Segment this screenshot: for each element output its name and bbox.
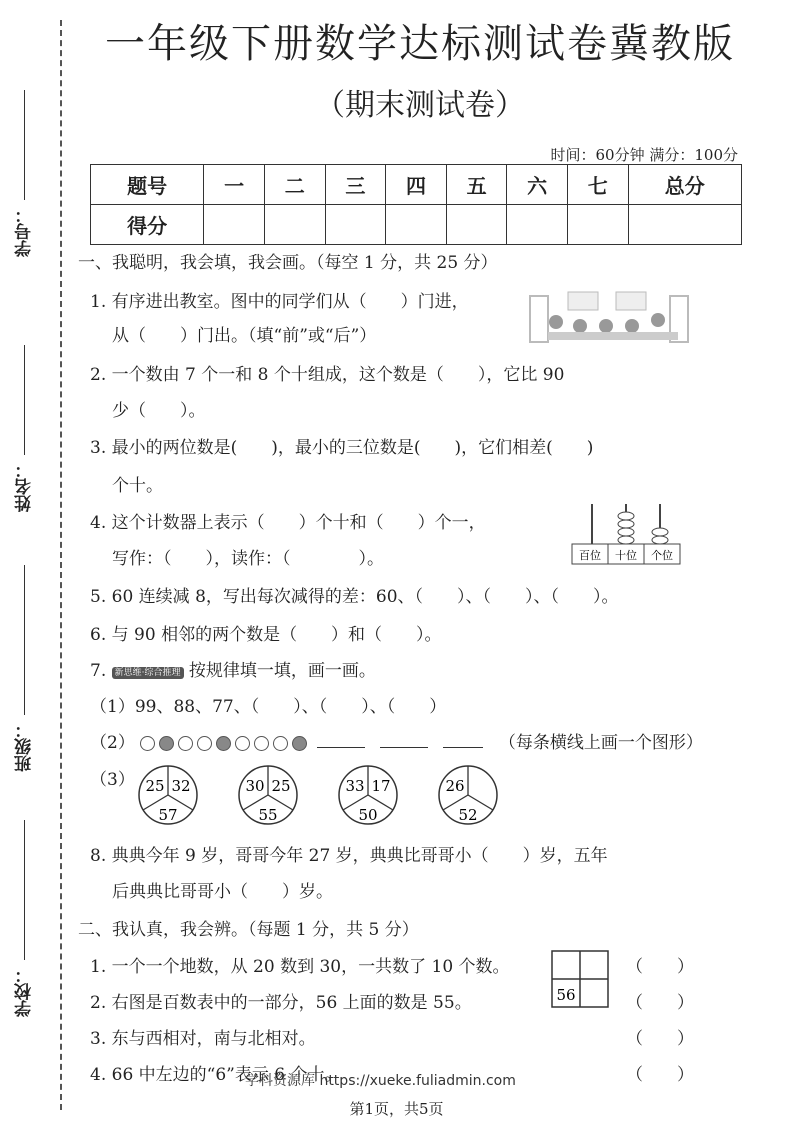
page-subtitle: （期末测试卷） xyxy=(315,88,525,123)
score-cell[interactable] xyxy=(446,205,507,245)
abacus-counter xyxy=(570,500,682,566)
page-footer: 第1页，共5页 xyxy=(349,1100,444,1118)
question-7-3-label: （3） xyxy=(90,770,135,790)
pattern-dots xyxy=(140,733,311,753)
new-thinking-badge: 新思维·综合推理 xyxy=(112,667,184,679)
header-cell: 七 xyxy=(567,165,628,205)
header-cell: 题号 xyxy=(91,165,204,205)
question-1-line2: 从（ ）门出。（填“前”或“后”） xyxy=(112,326,377,346)
section-1-title: 一、我聪明，我会填，我会画。（每空 1 分，共 25 分） xyxy=(78,253,498,273)
judge-answer-3[interactable]: （ ） xyxy=(626,1029,694,1049)
binding-dashed-line xyxy=(60,20,62,1110)
question-2-line1: 2. 一个数由 7 个一和 8 个十组成，这个数是（ ），它比 90 xyxy=(90,365,565,385)
header-cell: 总分 xyxy=(628,165,741,205)
judge-answer-4[interactable]: （ ） xyxy=(626,1065,694,1085)
score-cell[interactable] xyxy=(628,205,741,245)
number-circles xyxy=(130,760,530,830)
score-cell[interactable] xyxy=(507,205,568,245)
empty-circle-icon xyxy=(235,736,250,751)
judge-item-2: 2. 右图是百数表中的一部分，56 上面的数是 55。 xyxy=(90,993,472,1013)
draw-blank[interactable] xyxy=(380,747,428,748)
judge-item-3: 3. 东与西相对，南与北相对。 xyxy=(90,1029,316,1049)
judge-answer-2[interactable]: （ ） xyxy=(626,993,694,1013)
number-circle xyxy=(239,766,297,824)
question-6: 6. 与 90 相邻的两个数是（ ）和（ ）。 xyxy=(90,625,442,645)
abacus-label-tens: 十位 xyxy=(615,549,637,562)
question-7-2: （2） （每条横线上画一个图形） xyxy=(90,733,703,753)
question-5: 5. 60 连续减 8，写出每次减得的差：60、（ ）、（ ）、（ ）。 xyxy=(90,587,619,607)
number-circle xyxy=(439,766,497,824)
score-cell[interactable] xyxy=(325,205,386,245)
section-2-title: 二、我认真，我会辨。（每题 1 分，共 5 分） xyxy=(78,920,419,940)
watermark: 学科资源库 https://xueke.fuliadmin.com xyxy=(245,1073,516,1089)
circle-number: 55 xyxy=(258,806,278,824)
question-4-line2: 写作：（ ），读作：（ ）。 xyxy=(112,549,384,569)
hundred-chart-fragment xyxy=(551,950,609,1008)
question-8-line1: 8. 典典今年 9 岁，哥哥今年 27 岁，典典比哥哥小（ ）岁，五年 xyxy=(90,846,608,866)
time-score-info: 时间：60分钟 满分：100分 xyxy=(550,146,738,164)
circle-number: 32 xyxy=(171,777,191,795)
circle-number: 25 xyxy=(145,777,165,795)
circle-number: 57 xyxy=(158,806,178,824)
draw-blank[interactable] xyxy=(317,747,365,748)
classroom-illustration xyxy=(528,288,693,350)
judge-answer-1[interactable]: （ ） xyxy=(626,957,694,977)
number-circle xyxy=(339,766,397,824)
question-3-line2: 个十。 xyxy=(112,476,163,496)
number-circle xyxy=(139,766,197,824)
score-cell[interactable] xyxy=(567,205,628,245)
filled-circle-icon xyxy=(216,736,231,751)
header-cell: 四 xyxy=(386,165,447,205)
score-cell[interactable] xyxy=(204,205,265,245)
header-cell: 二 xyxy=(264,165,325,205)
score-table-score-row xyxy=(91,205,742,245)
judge-item-1: 1. 一个一个地数，从 20 数到 30，一共数了 10 个数。 xyxy=(90,957,510,977)
question-7-1: （1）99、88、77、（ ）、（ ）、（ ） xyxy=(90,697,447,717)
empty-circle-icon xyxy=(273,736,288,751)
name-field[interactable]: 姓名： xyxy=(12,345,37,512)
header-cell: 六 xyxy=(507,165,568,205)
abacus-label-hundreds: 百位 xyxy=(579,549,601,562)
circle-number: 30 xyxy=(245,777,265,795)
abacus-label-ones: 个位 xyxy=(651,549,673,562)
judge-item-4: 4. 66 中左边的“6”表示 6 个十。 xyxy=(90,1065,342,1085)
school-field[interactable]: 学校： xyxy=(12,820,37,1017)
score-row-label: 得分 xyxy=(91,205,204,245)
question-7: 7. 新思维·综合推理 按规律填一填，画一画。 xyxy=(90,661,376,681)
page-title: 一年级下册数学达标测试卷冀教版 xyxy=(105,21,735,67)
header-cell: 五 xyxy=(446,165,507,205)
student-id-field[interactable]: 学号： xyxy=(12,90,37,257)
circle-number: 33 xyxy=(345,777,365,795)
question-8-line2: 后典典比哥哥小（ ）岁。 xyxy=(112,882,333,902)
filled-circle-icon xyxy=(292,736,307,751)
score-cell[interactable] xyxy=(264,205,325,245)
empty-circle-icon xyxy=(178,736,193,751)
question-3-line1: 3. 最小的两位数是( )，最小的三位数是( )，它们相差( ) xyxy=(90,438,594,458)
header-cell: 三 xyxy=(325,165,386,205)
circle-number: 25 xyxy=(271,777,291,795)
draw-blank[interactable] xyxy=(443,747,483,748)
empty-circle-icon xyxy=(140,736,155,751)
circle-number: 52 xyxy=(458,806,478,824)
circle-number: 17 xyxy=(371,777,391,795)
circle-number: 26 xyxy=(445,777,465,795)
grid-cell-56: 56 xyxy=(556,986,576,1004)
filled-circle-icon xyxy=(159,736,174,751)
question-1-line1: 1. 有序进出教室。图中的同学们从（ ）门进， xyxy=(90,292,469,312)
empty-circle-icon xyxy=(254,736,269,751)
score-cell[interactable] xyxy=(386,205,447,245)
score-table xyxy=(90,164,742,245)
empty-circle-icon xyxy=(197,736,212,751)
question-4-line1: 4. 这个计数器上表示（ ）个十和（ ）个一， xyxy=(90,513,486,533)
question-2-line2: 少（ ）。 xyxy=(112,401,206,421)
class-field[interactable]: 班级： xyxy=(12,565,37,772)
circle-number: 50 xyxy=(358,806,378,824)
header-cell: 一 xyxy=(204,165,265,205)
score-table-header-row xyxy=(91,165,742,205)
